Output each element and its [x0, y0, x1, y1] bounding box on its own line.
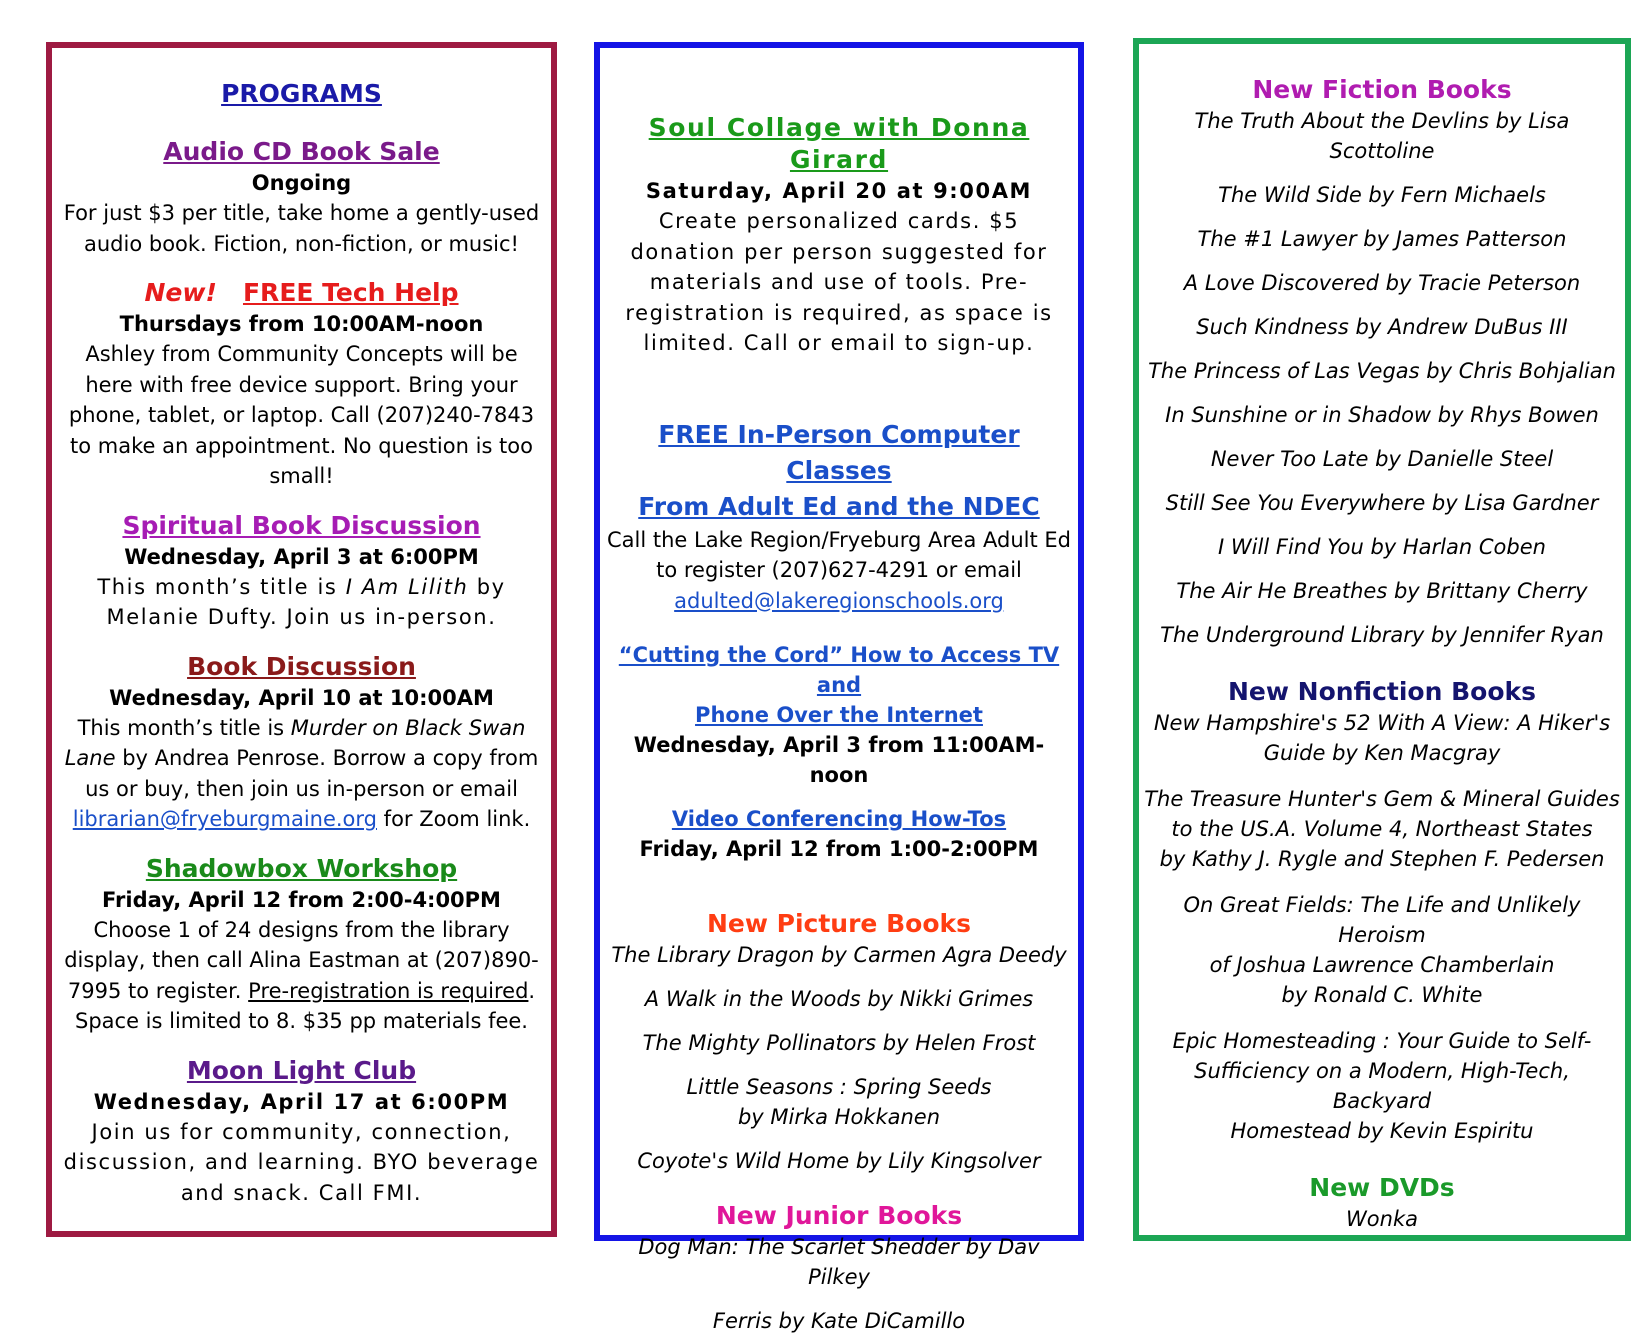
spiritual-block [60, 510, 543, 633]
junior-book-item: Ferris by Kate DiCamillo [712, 1309, 966, 1333]
picture-books-header: New Picture Books [706, 909, 972, 938]
video-conf-block [606, 804, 1072, 864]
programs-column [46, 42, 557, 1237]
spiritual-when: Wednesday, April 3 at 6:00PM [124, 544, 479, 569]
librarian-email-link[interactable]: librarian@fryeburgmaine.org [72, 807, 377, 831]
junior-book-item: Dog Man: The Scarlet Shedder by Dav Pilkey [638, 1235, 1040, 1289]
shadowbox-body: Choose 1 of 24 designs from the library display, then call Alina Eastman at (207)890-7995 to register. Pre-registration is required. Space is limited to 8. $35 pp materials fee. [64, 917, 539, 1033]
soul-collage-block [606, 112, 1072, 359]
nonfiction-item: New Hampshire's 52 With A View: A Hiker's Guide by Ken Macgray [1153, 711, 1611, 765]
fiction-item: The Princess of Las Vegas by Chris Bohjalian [1148, 359, 1616, 383]
nonfiction-block [1143, 676, 1621, 1146]
spiritual-body: This month’s title is I Am Lilith by Melanie Dufty. Join us in-person. [97, 574, 506, 629]
tech-help-when: Thursdays from 10:00AM-noon [119, 312, 484, 336]
dvd-item: Wonka [1346, 1207, 1418, 1231]
fiction-header: New Fiction Books [1252, 75, 1512, 104]
fiction-item: Such Kindness by Andrew DuBus III [1196, 315, 1568, 339]
computer-classes-title-2[interactable]: From Adult Ed and the NDEC [638, 491, 1040, 521]
spiritual-title: Spiritual Book Discussion [122, 510, 481, 540]
fiction-item: The Underground Library by Jennifer Ryan [1160, 623, 1604, 647]
picture-book-item: Little Seasons : Spring Seeds [686, 1075, 992, 1099]
fiction-item: Never Too Late by Danielle Steel [1210, 447, 1554, 471]
fiction-item: A Love Discovered by Tracie Peterson [1183, 271, 1581, 295]
picture-book-item: Coyote's Wild Home by Lily Kingsolver [637, 1149, 1041, 1173]
nonfiction-item: Epic Homesteading : Your Guide to Self- Sufficiency on a Modern, High-Tech, Backyard Homestead by Kevin Espiritu [1172, 1029, 1592, 1143]
books-column [1133, 38, 1631, 1241]
shadowbox-title: Shadowbox Workshop [145, 853, 458, 883]
book-discussion-block [60, 651, 543, 835]
soul-collage-when: Saturday, April 20 at 9:00AM [645, 179, 1033, 203]
computer-classes-body: Call the Lake Region/Fryeburg Area Adult Ed to register (207)627-4291 or email [607, 527, 1071, 582]
fiction-item: The Wild Side by Fern Michaels [1218, 183, 1546, 207]
dvds-block [1143, 1172, 1621, 1234]
picture-books-block [606, 908, 1072, 1176]
tech-help-title: FREE Tech Help [242, 278, 459, 307]
fiction-item: In Sunshine or in Shadow by Rhys Bowen [1165, 403, 1599, 427]
picture-book-item: The Mighty Pollinators by Helen Frost [642, 1031, 1036, 1055]
cutting-cord-when: Wednesday, April 3 from 11:00AM-noon [633, 733, 1045, 787]
picture-book-item-author: by Mirka Hokkanen [737, 1105, 941, 1129]
fiction-item: I Will Find You by Harlan Coben [1218, 535, 1546, 559]
video-conf-when: Friday, April 12 from 1:00-2:00PM [639, 837, 1039, 861]
moonlight-title: Moon Light Club [186, 1055, 417, 1085]
nonfiction-item: The Treasure Hunter's Gem & Mineral Guides to the US.A. Volume 4, Northeast States by Kathy J. Rygle and Stephen F. Pedersen [1144, 787, 1620, 871]
tech-help-heading [60, 277, 543, 309]
tech-help-block [60, 277, 543, 492]
audio-cd-block [60, 136, 543, 259]
tech-help-body: Ashley from Community Concepts will be here with free device support. Bring your phone, tablet, or laptop. Call (207)240-7843 to make an appointment. No question is too small! [68, 342, 535, 488]
fiction-block [1143, 74, 1621, 650]
cutting-cord-title-1[interactable]: “Cutting the Cord” How to Access TV and [618, 643, 1060, 697]
moonlight-body: Join us for community, connection, discussion, and learning. BYO beverage and snack. Call FMI. [63, 1119, 540, 1205]
new-label: New! [144, 278, 217, 307]
junior-books-header: New Junior Books [715, 1201, 963, 1230]
picture-book-item: The Library Dragon by Carmen Agra Deedy [611, 943, 1067, 967]
moonlight-when: Wednesday, April 17 at 6:00PM [93, 1089, 510, 1114]
fiction-item: The Truth About the Devlins by Lisa Scottoline [1194, 109, 1570, 163]
nonfiction-header: New Nonfiction Books [1227, 677, 1537, 706]
moonlight-block [60, 1055, 543, 1209]
nonfiction-item: On Great Fields: The Life and Unlikely Heroism of Joshua Lawrence Chamberlain by Ronald C. White [1183, 893, 1581, 1007]
computer-classes-title-1[interactable]: FREE In-Person Computer Classes [658, 419, 1020, 485]
programs-header: PROGRAMS [221, 79, 382, 108]
adulted-email-link[interactable]: adulted@lakeregionschools.org [674, 588, 1004, 613]
fiction-item: The #1 Lawyer by James Patterson [1197, 227, 1567, 251]
shadowbox-when: Friday, April 12 from 2:00-4:00PM [102, 887, 501, 912]
audio-cd-when: Ongoing [251, 171, 352, 195]
book-discussion-when: Wednesday, April 10 at 10:00AM [109, 685, 494, 710]
dvds-header: New DVDs [1309, 1173, 1455, 1202]
shadowbox-block [60, 853, 543, 1037]
video-conf-title[interactable]: Video Conferencing How-Tos [671, 807, 1007, 831]
fiction-item: The Air He Breathes by Brittany Cherry [1176, 579, 1588, 603]
picture-book-item: A Walk in the Woods by Nikki Grimes [644, 987, 1034, 1011]
fiction-item: Still See You Everywhere by Lisa Gardner [1165, 491, 1599, 515]
classes-column [594, 42, 1084, 1333]
book-discussion-title: Book Discussion [187, 651, 416, 681]
soul-collage-title: Soul Collage with Donna Girard [648, 113, 1030, 174]
book-discussion-body: This month’s title is Murder on Black Swan Lane by Andrea Penrose. Borrow a copy from us or buy, then join us in-person or email librarian@fryeburgmaine.org for Zoom link. [64, 715, 539, 831]
soul-collage-body: Create personalized cards. $5 donation per person suggested for materials and use of tools. Pre-registration is required, as space is limited. Call or email to sign-up. [625, 209, 1053, 355]
computer-classes-block [606, 417, 1072, 617]
cutting-cord-block [606, 640, 1072, 790]
audio-cd-title: Audio CD Book Sale [163, 137, 440, 166]
cutting-cord-title-2[interactable]: Phone Over the Internet [695, 703, 983, 727]
audio-cd-body: For just $3 per title, take home a gently-used audio book. Fiction, non-fiction, or music! [63, 201, 540, 256]
junior-books-block [606, 1200, 1072, 1336]
